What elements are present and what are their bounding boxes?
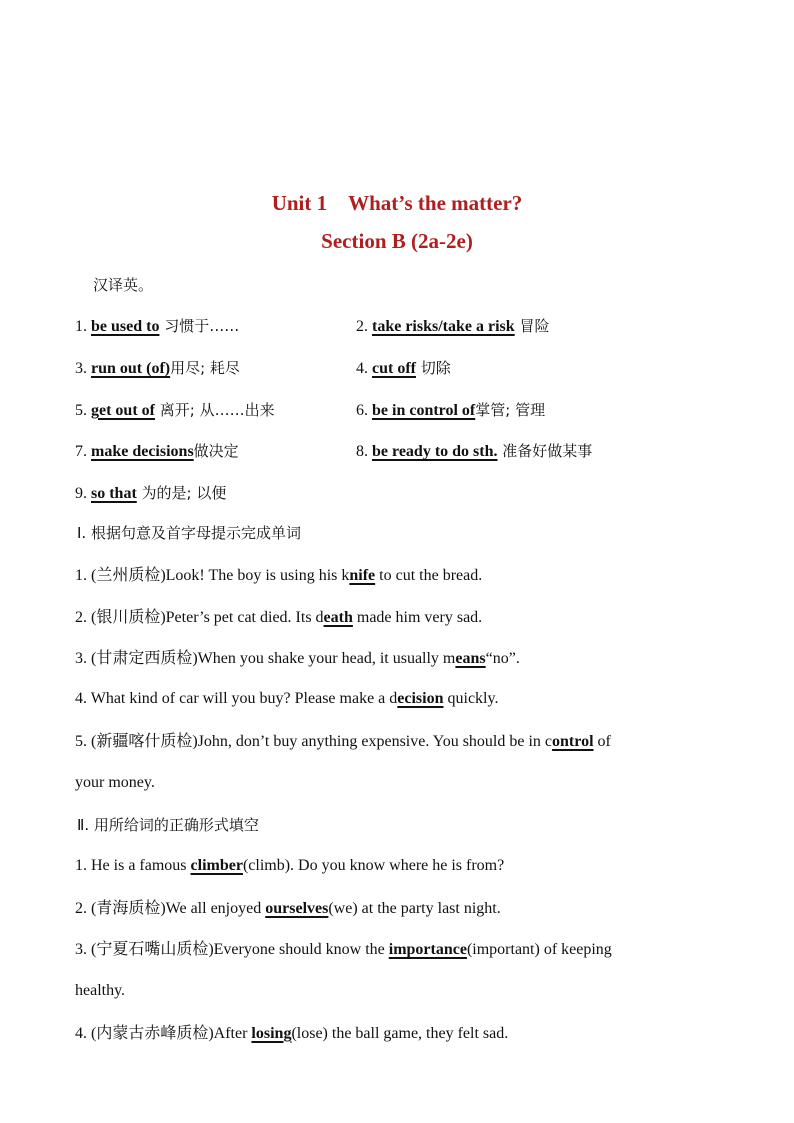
answer: ecision <box>397 690 444 707</box>
section-2-item-4: 4. (内蒙古赤峰质检)After losing(lose) the ball game, they felt sad. <box>75 1025 509 1042</box>
answer: be used to <box>91 318 160 335</box>
answer: ourselves <box>265 900 329 917</box>
answer: cut off <box>372 360 416 377</box>
section-1-item-2: 2. (银川质检)Peter’s pet cat died. Its death made him very sad. <box>75 609 483 626</box>
answer: so that <box>91 485 137 502</box>
section-2-heading: Ⅱ. 用所给词的正确形式填空 <box>77 816 259 834</box>
vocab-item-1: 1. be used to 习惯于…… <box>75 317 240 335</box>
answer: climber <box>190 857 243 874</box>
answer: make decisions <box>91 443 194 460</box>
answer: run out (of) <box>91 360 171 377</box>
vocab-item-3: 3. run out (of)用尽; 耗尽 <box>75 359 240 377</box>
answer: nife <box>349 567 376 584</box>
page-subtitle: Section B (2a-2e) <box>321 229 473 253</box>
vocab-item-2: 2. take risks/take a risk 冒险 <box>356 317 550 335</box>
answer: eath <box>323 609 353 626</box>
section-2-item-1: 1. He is a famous climber(climb). Do you know where he is from? <box>75 857 505 874</box>
vocab-item-8: 8. be ready to do sth. 准备好做某事 <box>356 442 593 460</box>
section-1-item-3: 3. (甘肃定西质检)When you shake your head, it usually means“no”. <box>75 650 520 667</box>
section-1-heading: Ⅰ. 根据句意及首字母提示完成单词 <box>77 524 301 542</box>
section-2-item-3: 3. (宁夏石嘴山质检)Everyone should know the importance(important) of keeping <box>75 941 612 958</box>
vocab-item-4: 4. cut off 切除 <box>356 359 451 377</box>
answer: eans <box>455 650 486 667</box>
answer: be in control of <box>372 402 476 419</box>
section-1-item-4: 4. What kind of car will you buy? Please make a decision quickly. <box>75 690 499 707</box>
vocab-item-9: 9. so that 为的是; 以便 <box>75 484 227 502</box>
answer: importance <box>388 941 467 958</box>
section-2-item-3-continued: healthy. <box>75 982 126 999</box>
section-1-item-1: 1. (兰州质检)Look! The boy is using his knife to cut the bread. <box>75 567 483 584</box>
intro-instruction: 汉译英。 <box>93 276 154 294</box>
section-2-item-2: 2. (青海质检)We all enjoyed ourselves(we) at the party last night. <box>75 900 501 917</box>
section-1-item-5: 5. (新疆喀什质检)John, don’t buy anything expensive. You should be in control of <box>75 733 611 750</box>
answer: ontrol <box>552 733 594 750</box>
vocab-item-6: 6. be in control of掌管; 管理 <box>356 401 546 419</box>
answer: take risks/take a risk <box>372 318 515 335</box>
answer: get out of <box>91 402 155 419</box>
answer: be ready to do sth. <box>372 443 498 460</box>
section-1-item-5-continued: your money. <box>75 774 155 791</box>
vocab-item-5: 5. get out of 离开; 从……出来 <box>75 401 275 419</box>
vocab-item-7: 7. make decisions做决定 <box>75 442 239 460</box>
page-title: Unit 1 What’s the matter? <box>271 191 523 215</box>
answer: losing <box>251 1025 292 1042</box>
